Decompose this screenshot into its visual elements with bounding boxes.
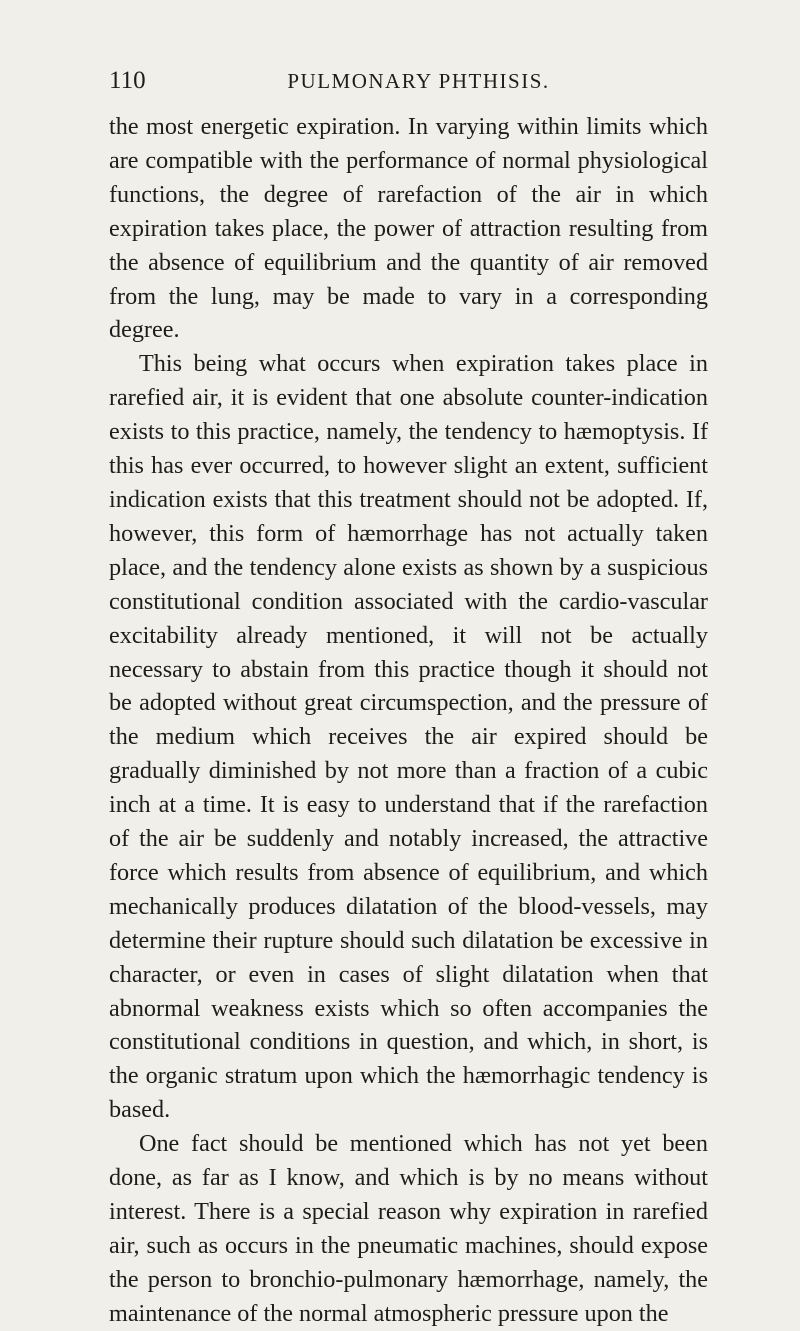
page-number: 110 <box>109 67 146 94</box>
paragraph-2: This being what occurs when expiration takes place in rarefied air, it is evident that one absolute counter-indication exists to this practice, namely, the tendency to hæmoptysis. If this has ever occurred, to however slight an extent, sufficient indication exists that this treatment should not be adopted. If, however, this form of hæmorrhage has not actually taken place, and the tendency alone exists as shown by a suspicious constitutional condition associated with the cardio-vascular excitability already mentioned, it will not be actually necessary to abstain from this practice though it should not be adopted without great circumspection, and the pressure of the medium which receives the air expired should be gradually diminished by not more than a fraction of a cubic inch at a time. It is easy to understand that if the rarefaction of the air be suddenly and notably increased, the attractive force which results from absence of equilibrium, and which mechanically produces dilatation of the blood-vessels, may determine their rupture should such dilatation be excessive in character, or even in cases of slight dilatation when that abnormal weakness exists which so often accompanies the constitutional conditions in question, and which, in short, is the organic stratum upon which the hæmorrhagic tendency is based. <box>109 350 708 1124</box>
paragraph-1: the most energetic expiration. In varying within limits which are compatible with the performance of normal physiological functions, the degree of rarefaction of the air in which expiration takes place, the power of attraction resulting from the absence of equilibrium and the quantity of air removed from the lung, may be made to vary in a corresponding degree. <box>109 113 708 344</box>
running-title: PULMONARY PHTHISIS. <box>287 69 550 93</box>
running-head <box>109 64 708 98</box>
paragraph-3: One fact should be mentioned which has not yet been done, as far as I know, and which is by no means without interest. There is a special reason why expiration in rarefied air, such as occurs in the pneumatic machines, should expose the person to bronchio-pulmonary hæmorrhage, namely, the maintenance of the normal atmospheric pressure upon the <box>109 1130 708 1327</box>
body-text <box>109 110 708 1331</box>
